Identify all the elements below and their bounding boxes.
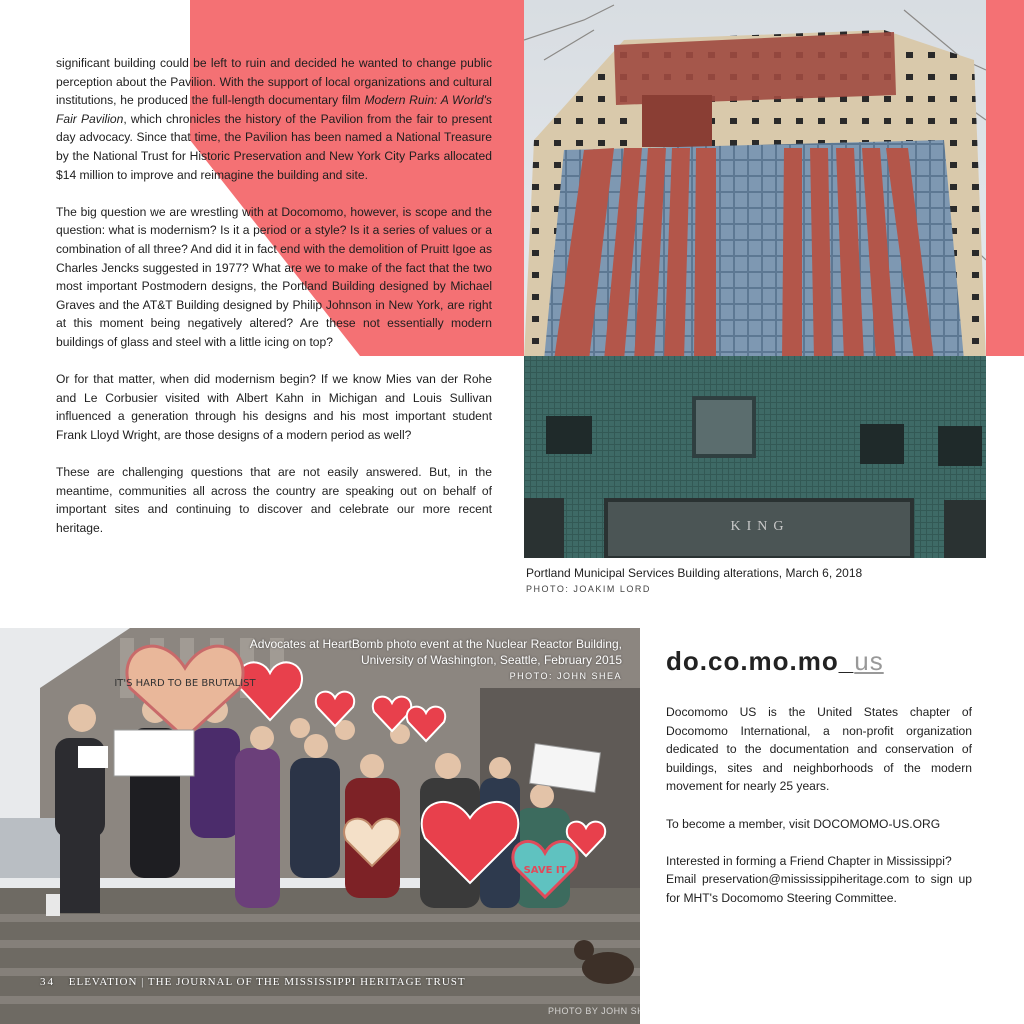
- paragraph-2: The big question we are wrestling with at Docomomo, however, is scope and the question: what is modernism? Is it a period or a style? Is it a series of values or a combination of all three? And did it in fact end with the demolition of Pruitt Igoe as Charles Jencks suggested in 1977? What are we to make of the fact that the two most important Postmodern designs, the Portland Building designed by Michael Graves and the AT&T Building designed by Philip Johnson in New York, are right at this moment being negatively altered? Are these not essentially modern buildings of glass and steel with a little icing on top?: [56, 204, 492, 349]
- paragraph-4: These are challenging questions that are not easily answered. But, in the meantime, communities all across the country are speaking out on behalf of important sites and continuing to discover and celebrate our more recent heritage.: [56, 465, 492, 535]
- paragraph-1: significant building could be left to ruin and decided he wanted to change public perception about the Pavilion. With the support of local organizations and cultural institutions, he produced the full-length documentary film Modern Ruin: A World's Fair Pavilion, which chronicles the history of the Pavilion from the fair to present day advocacy. Since that time, the Pavilion has been named a National Treasure by the National Trust for Historic Preservation and New York City Parks allocated $14 million to improve and reimagine the building and site.: [56, 56, 493, 182]
- portland-building-photo: [524, 0, 986, 558]
- heart-sign-brutalist: IT'S HARD TO BE BRUTALIST: [114, 678, 256, 689]
- docomomo-logo: [666, 646, 884, 677]
- journal-title: ELEVATION | THE JOURNAL OF THE MISSISSIPPI HERITAGE TRUST: [68, 976, 466, 988]
- people-photo-credit: PHOTO: JOHN SHEA: [509, 671, 622, 681]
- article-body: [56, 54, 492, 556]
- heart-sign-save-it: SAVE IT: [523, 865, 567, 876]
- people-caption-line-1: Advocates at HeartBomb photo event at the Nuclear Reactor Building,: [249, 637, 622, 651]
- docomomo-info: [666, 703, 972, 926]
- page-footer: [40, 976, 466, 988]
- docomomo-member-link[interactable]: To become a member, visit DOCOMOMO-US.ORG: [666, 816, 941, 831]
- heartbomb-event-photo: [0, 628, 640, 1024]
- page-number: 34: [40, 976, 55, 988]
- people-caption-line-2: University of Washington, Seattle, February 2015: [360, 653, 622, 667]
- docomomo-friend-chapter: [666, 852, 972, 908]
- logo-us: us: [854, 646, 884, 676]
- docomomo-intro: Docomomo US is the United States chapter of Docomomo International, a non-profit organization dedicated to the documentation and conservation of buildings, sites and neighborhoods of the modern movement for nearly 25 years.: [666, 705, 972, 794]
- people-photo-caption: [250, 636, 622, 684]
- friend-question: Interested in forming a Friend Chapter in Mississippi?: [666, 853, 952, 868]
- building-sign-text: KING: [730, 519, 790, 534]
- paragraph-3: Or for that matter, when did modernism begin? If we know Mies van der Rohe and Le Corbusier visited with Albert Kahn in Michigan and Louis Sullivan influenced a generation through his designs and his most important student Frank Lloyd Wright, are those designs of a modern period as well?: [56, 372, 492, 442]
- friend-email-text[interactable]: Email preservation@mississippiheritage.com to sign up for MHT's Docomomo Steering Committee.: [666, 872, 972, 905]
- photo-watermark: PHOTO BY JOHN SHEA: [548, 1006, 658, 1016]
- building-photo-credit: PHOTO: JOAKIM LORD: [526, 584, 651, 594]
- logo-main: do.co.mo.mo_: [666, 646, 855, 676]
- building-photo-caption: Portland Municipal Services Building alterations, March 6, 2018: [526, 566, 863, 580]
